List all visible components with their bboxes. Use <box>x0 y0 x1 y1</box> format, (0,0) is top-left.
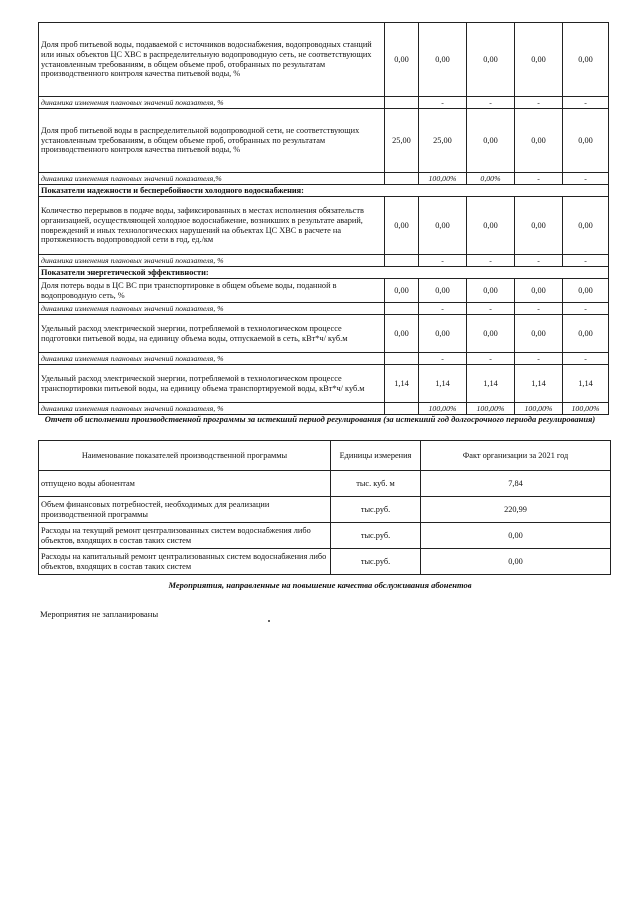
value-cell <box>385 255 419 267</box>
dynamics-label: динамика изменения плановых значений показателя, % <box>39 97 385 109</box>
indicator-row <box>39 279 609 303</box>
indicator-label: Доля проб питьевой воды в распределительной водопроводной сети, не соответствующих установленным требованиям, в общем объеме проб, отобранных по результатам производственного контроля качества питьевой воды, % <box>39 109 385 173</box>
measures-title: Мероприятия, направленные на повышение качества обслуживания абонентов <box>168 580 472 590</box>
indicator-label: Удельный расход электрической энергии, потребляемой в технологическом процессе транспортировки питьевой воды, на единицу объема транспортируемой воды, кВт*ч/ куб.м <box>39 365 385 403</box>
value-cell: - <box>515 97 563 109</box>
indicator-label: Удельный расход электрической энергии, потребляемой в технологическом процессе подготовки питьевой воды, на единицу объема воды, отпускаемой в сеть, кВт*ч/ куб.м <box>39 315 385 353</box>
value-cell: 100,00% <box>419 173 467 185</box>
value-cell: 0,00 <box>515 23 563 97</box>
value-cell: - <box>419 303 467 315</box>
header-unit: Единицы измерения <box>331 441 421 471</box>
fact-value: 220,99 <box>421 497 611 523</box>
indicator-row <box>39 197 609 255</box>
value-cell: 0,00% <box>467 173 515 185</box>
value-cell: 100,00% <box>563 403 609 415</box>
section-title: Показатели энергетической эффективности: <box>39 267 609 279</box>
value-cell: 0,00 <box>563 279 609 303</box>
value-cell: 1,14 <box>467 365 515 403</box>
value-cell: 0,00 <box>467 315 515 353</box>
section-title: Показатели надежности и бесперебойности холодного водоснабжения: <box>39 185 609 197</box>
value-cell: - <box>515 303 563 315</box>
dynamics-label: динамика изменения плановых значений показателя, % <box>39 353 385 365</box>
fact-value: 0,00 <box>421 549 611 575</box>
indicator-label: Количество перерывов в подаче воды, зафиксированных в местах исполнения обязательств организацией, осуществляющей холодное водоснабжение, возникших в результате аварий, повреждений и иных технологических нарушений на объектах ЦС ХВС в расчете на протяженность водопроводной сети в год, ед./км <box>39 197 385 255</box>
unit-cell: тыс. куб. м <box>331 471 421 497</box>
table-row <box>39 471 611 497</box>
value-cell: 0,00 <box>515 315 563 353</box>
value-cell: 1,14 <box>385 365 419 403</box>
value-cell: 0,00 <box>563 315 609 353</box>
value-cell: - <box>467 255 515 267</box>
value-cell <box>385 353 419 365</box>
value-cell: 0,00 <box>419 23 467 97</box>
indicator-name: Расходы на капитальный ремонт централизованных систем водоснабжения либо объектов, входящих в состав таких систем <box>39 549 331 575</box>
measures-text: Мероприятия не запланированы <box>40 609 159 619</box>
dynamics-label: динамика изменения плановых значений показателя, % <box>39 303 385 315</box>
report-title: Отчет об исполнении производственной программы за истекший период регулирования (за истекший год долгосрочного периода регулирования) <box>44 414 596 424</box>
value-cell: - <box>515 353 563 365</box>
value-cell: 0,00 <box>385 23 419 97</box>
value-cell: 1,14 <box>515 365 563 403</box>
value-cell: 0,00 <box>563 197 609 255</box>
value-cell: 1,14 <box>419 365 467 403</box>
value-cell: - <box>563 97 609 109</box>
value-cell: - <box>563 353 609 365</box>
unit-cell: тыс.руб. <box>331 549 421 575</box>
header-fact: Факт организации за 2021 год <box>421 441 611 471</box>
value-cell: 0,00 <box>385 279 419 303</box>
header-indicator: Наименование показателей производственной программы <box>39 441 331 471</box>
indicator-row <box>39 365 609 403</box>
value-cell: - <box>563 255 609 267</box>
dynamics-row <box>39 255 609 267</box>
indicator-name: отпущено воды абонентам <box>39 471 331 497</box>
value-cell: - <box>467 303 515 315</box>
value-cell: 0,00 <box>419 315 467 353</box>
indicators-table <box>38 22 609 415</box>
table-row <box>39 497 611 523</box>
fact-value: 0,00 <box>421 523 611 549</box>
unit-cell: тыс.руб. <box>331 523 421 549</box>
value-cell: - <box>419 353 467 365</box>
indicator-row <box>39 23 609 97</box>
indicator-name: Расходы на текущий ремонт централизованных систем водоснабжения либо объектов, входящих в состав таких систем <box>39 523 331 549</box>
value-cell: 0,00 <box>385 197 419 255</box>
value-cell: 0,00 <box>563 23 609 97</box>
dynamics-label: динамика изменения плановых значений показателя, % <box>39 255 385 267</box>
table-row <box>39 523 611 549</box>
value-cell: - <box>467 97 515 109</box>
indicator-row <box>39 315 609 353</box>
dynamics-label: динамика изменения плановых значений показателя, % <box>39 403 385 415</box>
indicator-name: Объем финансовых потребностей, необходимых для реализации производственной программы <box>39 497 331 523</box>
value-cell: - <box>419 255 467 267</box>
value-cell: 100,00% <box>515 403 563 415</box>
fact-value: 7,84 <box>421 471 611 497</box>
value-cell: 0,00 <box>467 279 515 303</box>
dynamics-row <box>39 353 609 365</box>
dynamics-row <box>39 403 609 415</box>
value-cell: 0,00 <box>467 109 515 173</box>
scan-speck <box>268 620 270 622</box>
program-report-table <box>38 440 611 575</box>
value-cell <box>385 97 419 109</box>
value-cell: 0,00 <box>385 315 419 353</box>
value-cell: 0,00 <box>419 197 467 255</box>
value-cell: 0,00 <box>515 279 563 303</box>
dynamics-row <box>39 97 609 109</box>
value-cell <box>385 403 419 415</box>
value-cell: - <box>467 353 515 365</box>
value-cell: 1,14 <box>563 365 609 403</box>
section-header-row <box>39 185 609 197</box>
indicator-label: Доля проб питьевой воды, подаваемой с источников водоснабжения, водопроводных станций или иных объектов ЦС ХВС в распределительную водопроводную сеть, не соответствующих установленным требованиям, в общем объеме проб, отобранных по результатам производственного контроля качества питьевой воды, % <box>39 23 385 97</box>
unit-cell: тыс.руб. <box>331 497 421 523</box>
dynamics-label: динамика изменения плановых значений показателя,% <box>39 173 385 185</box>
value-cell: 100,00% <box>419 403 467 415</box>
dynamics-row <box>39 303 609 315</box>
table-header-row <box>39 441 611 471</box>
value-cell: 100,00% <box>467 403 515 415</box>
value-cell: 0,00 <box>563 109 609 173</box>
value-cell <box>385 173 419 185</box>
indicator-row <box>39 109 609 173</box>
section-header-row <box>39 267 609 279</box>
value-cell: - <box>419 97 467 109</box>
value-cell: 0,00 <box>515 197 563 255</box>
indicator-label: Доля потерь воды в ЦС ВС при транспортировке в общем объеме воды, поданной в водопроводную сеть, % <box>39 279 385 303</box>
value-cell: 0,00 <box>419 279 467 303</box>
value-cell <box>385 303 419 315</box>
value-cell: - <box>515 173 563 185</box>
table-row <box>39 549 611 575</box>
value-cell: - <box>563 303 609 315</box>
value-cell: - <box>515 255 563 267</box>
dynamics-row <box>39 173 609 185</box>
value-cell: 25,00 <box>385 109 419 173</box>
value-cell: - <box>563 173 609 185</box>
value-cell: 25,00 <box>419 109 467 173</box>
value-cell: 0,00 <box>515 109 563 173</box>
value-cell: 0,00 <box>467 23 515 97</box>
value-cell: 0,00 <box>467 197 515 255</box>
